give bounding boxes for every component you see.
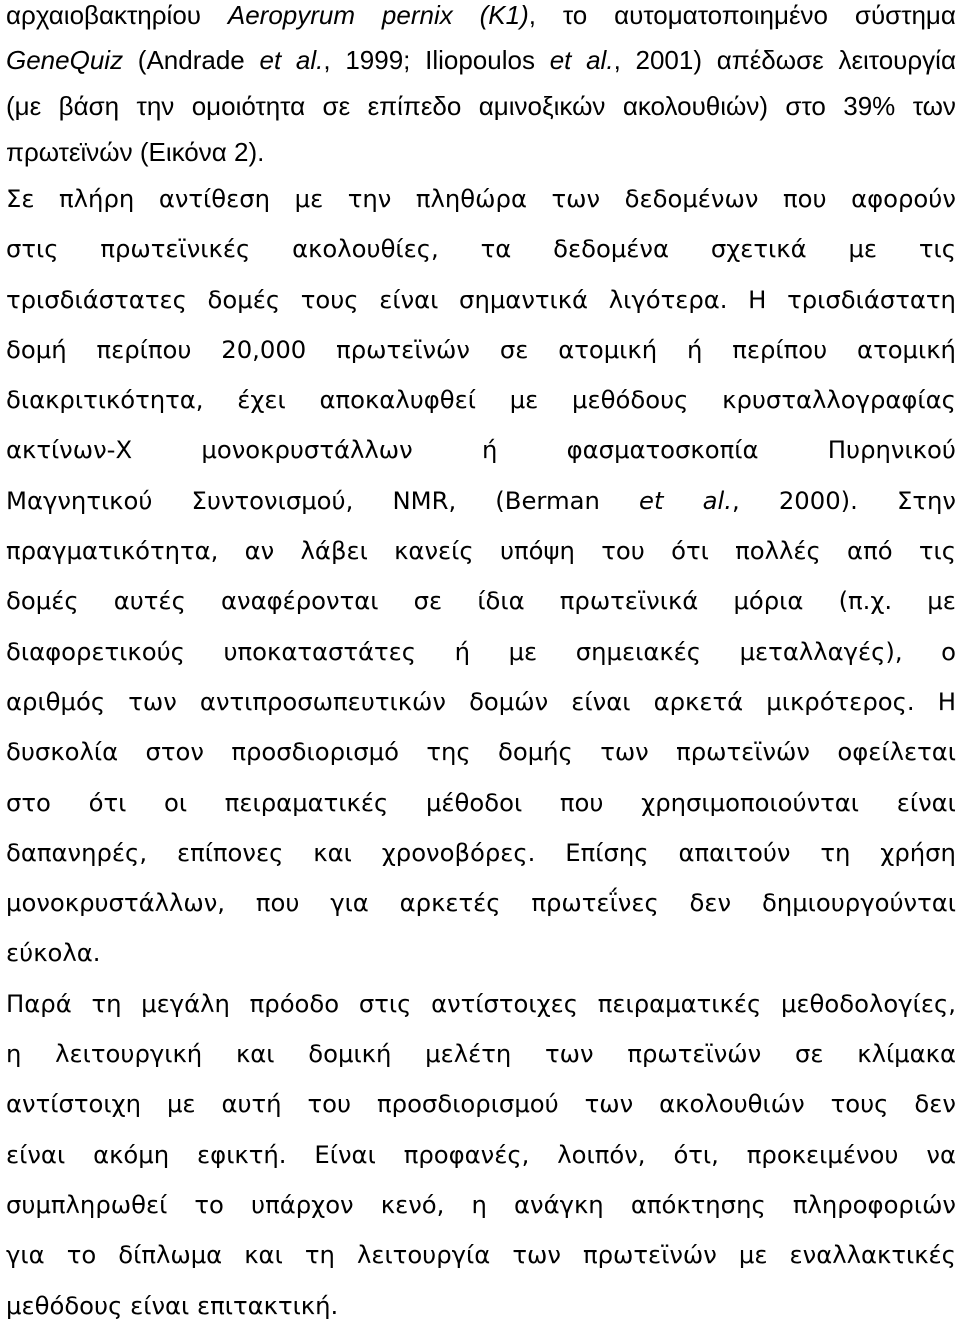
word: (με [6, 91, 42, 121]
word: πρόοδο [249, 988, 340, 1018]
word: αυτοματοποιημένο [614, 0, 829, 30]
word: δομής [497, 737, 573, 767]
word: αρχαιοβακτηρίου [6, 0, 201, 30]
text-line [6, 828, 956, 878]
word: εναλλακτικές [789, 1240, 956, 1270]
word: ακόμη [93, 1139, 170, 1169]
text-line [6, 526, 956, 576]
word: δομών [469, 686, 549, 716]
word: πρωτεϊνικές [100, 234, 251, 264]
text-line [6, 275, 956, 325]
word: αυτές [113, 586, 186, 616]
word: λιγότερα. [608, 284, 728, 314]
text-line [6, 1029, 956, 1079]
word: και [235, 1039, 275, 1069]
word: ακολουθίες, [292, 234, 439, 264]
word: Aeropyrum [227, 0, 356, 30]
word: του [601, 536, 645, 566]
word: κλίμακα [857, 1039, 956, 1069]
word: μεγάλη [141, 988, 230, 1018]
word: τις [918, 536, 956, 566]
word: και [244, 1240, 283, 1270]
text-line [6, 1281, 956, 1331]
word: Iliopoulos [425, 45, 535, 75]
word: χρησιμοποιούνται [641, 787, 860, 817]
word: προκειμένου [746, 1139, 899, 1169]
word: 2001) [635, 45, 703, 75]
word: απόκτησης [630, 1189, 766, 1219]
word: τη [304, 1240, 335, 1270]
text-line [6, 677, 956, 727]
word: 20,000 [221, 334, 307, 364]
word: ακτίνων-Χ [6, 435, 133, 465]
word: σημειακές [575, 636, 702, 666]
text-line [6, 778, 956, 828]
text-line [6, 979, 956, 1029]
word: πρωτεΐνες [531, 888, 659, 918]
word: Συντονισμού, [191, 485, 354, 515]
word: NMR, [392, 485, 457, 515]
word: πρωτεϊνών [676, 737, 810, 767]
word: τη [91, 988, 122, 1018]
word: Η [748, 284, 767, 314]
word: υπόψη [499, 536, 575, 566]
word: δομική [308, 1039, 392, 1069]
word: αντιπροσωπευτικών [199, 686, 446, 716]
word: των [912, 91, 956, 121]
word: ίδια [477, 586, 525, 616]
word: ακολουθιών [659, 1089, 805, 1119]
document-page [6, 0, 956, 1331]
text-line [6, 1180, 956, 1230]
word: λειτουργία [356, 1240, 491, 1270]
word: με [166, 1089, 196, 1119]
word: αρκετά [653, 686, 744, 716]
word: ανάγκη [514, 1189, 604, 1219]
word: των [545, 1039, 594, 1069]
word: αναφέρονται [220, 586, 379, 616]
word: σημαντικά [459, 284, 589, 314]
word: (Berman [495, 485, 600, 515]
word: συμπληρωθεί [6, 1189, 168, 1219]
word: λοιπόν, [557, 1139, 646, 1169]
word: υπάρχον [251, 1189, 354, 1219]
word: είναι [379, 284, 439, 314]
word: διακριτικότητα, [6, 385, 204, 415]
word: σχετικά [710, 234, 807, 264]
word: τις [918, 234, 956, 264]
word: αντίστοιχη [6, 1089, 141, 1119]
word: του [307, 1089, 352, 1119]
word: λάβει [300, 536, 368, 566]
text-line [6, 1079, 956, 1129]
word: το [66, 1240, 97, 1270]
word: ότι [671, 536, 709, 566]
word: μεθόδους [6, 1290, 123, 1320]
word: ότι, [673, 1139, 719, 1169]
word: είναι [896, 787, 956, 817]
word: πειραματικές [224, 787, 389, 817]
word: et [639, 485, 664, 515]
word: Μαγνητικού [6, 485, 153, 515]
word: τρισδιάστατες [6, 284, 187, 314]
text-line [6, 30, 956, 76]
word: Η [937, 686, 956, 716]
word: δαπανηρές, [6, 837, 148, 867]
word: (K1), [479, 0, 536, 30]
text-line [6, 375, 956, 425]
text-line [6, 627, 956, 677]
word: αφορούν [851, 184, 956, 213]
word: κρυσταλλογραφίας [722, 385, 956, 415]
word: πολλές [735, 536, 821, 566]
word: ατομική [857, 334, 956, 364]
word: μεθοδολογίες, [780, 988, 956, 1018]
word: πειραματικές [597, 988, 762, 1018]
word: σε [322, 91, 351, 121]
word: την [347, 184, 392, 213]
word: Στην [897, 485, 956, 515]
word: μελέτη [425, 1039, 512, 1069]
word: ο [941, 636, 956, 666]
word: αντίστοιχες [431, 988, 579, 1018]
word: al., [295, 45, 331, 75]
word: λειτουργία [838, 45, 956, 75]
word: Είναι [314, 1139, 376, 1169]
word: των [512, 1240, 561, 1270]
word: στο [785, 91, 826, 121]
text-line [6, 76, 956, 122]
text-line [6, 325, 956, 375]
word: επίπονες [176, 837, 284, 867]
word: είναι [130, 1290, 190, 1320]
word: σε [413, 586, 443, 616]
word: δυσκολία [6, 737, 119, 767]
paragraph-1 [6, 0, 956, 168]
word: των [600, 737, 649, 767]
word: (π.χ. [838, 586, 893, 616]
word: κενό, [380, 1189, 445, 1219]
text-line [6, 0, 956, 30]
word: η [6, 1039, 22, 1069]
word: πρωτεϊνών [582, 1240, 717, 1270]
text-line [6, 1130, 956, 1180]
word: βάση [58, 91, 120, 121]
word: et [259, 45, 282, 75]
word: αριθμός [6, 686, 106, 716]
word: πλήρη [59, 184, 135, 213]
word: χρήση [880, 837, 956, 867]
word: οι [164, 787, 188, 817]
word: το [562, 0, 588, 30]
word: την [136, 91, 175, 121]
word: περίπου [96, 334, 192, 364]
text-line [6, 576, 956, 626]
word: μέθοδοι [425, 787, 523, 817]
word: δεν [689, 888, 732, 918]
text-line [6, 1230, 956, 1280]
word: των [128, 686, 177, 716]
word: απέδωσε [716, 45, 824, 75]
word: (Andrade [137, 45, 245, 75]
word: να [926, 1139, 956, 1169]
word: μεθόδους [572, 385, 689, 415]
text-line [6, 224, 956, 274]
word: χρονοβόρες. [381, 837, 536, 867]
word: κανείς [394, 536, 474, 566]
word: που [255, 888, 300, 918]
word: της [426, 737, 471, 767]
word: φασματοσκοπία [566, 435, 759, 465]
word: ότι [88, 787, 127, 817]
word: σύστημα [854, 0, 956, 30]
text-line [6, 174, 956, 224]
word: προφανές, [403, 1139, 530, 1169]
word: GeneQuiz [6, 45, 124, 75]
word: με [738, 1240, 768, 1270]
word: δεν [914, 1089, 956, 1119]
word: 2000). [778, 485, 858, 515]
word: Πυρηνικού [827, 435, 956, 465]
word: για [6, 1240, 45, 1270]
word: τους [300, 284, 359, 314]
word: 39% [843, 91, 896, 121]
word: προσδιορισμού [377, 1089, 559, 1119]
word: τους [830, 1089, 889, 1119]
word: Παρά [6, 988, 72, 1018]
word: εύκολα. [6, 938, 101, 968]
word: πληροφοριών [792, 1189, 956, 1219]
word: αμινοξικών [478, 91, 606, 121]
word: και [313, 837, 352, 867]
word: δομή [6, 334, 67, 364]
word: στις [358, 988, 412, 1018]
word: εφικτή. [197, 1139, 287, 1169]
word: δεδομένα [553, 234, 670, 264]
word: δεδομένων [624, 184, 759, 213]
word: μεταλλαγές), [739, 636, 903, 666]
word: προσδιορισμό [231, 737, 399, 767]
text-line [6, 727, 956, 777]
word: Σε [6, 184, 35, 213]
word: δομές [207, 284, 281, 314]
word: τη [820, 837, 851, 867]
word: πρωτεϊνών [336, 334, 470, 364]
word: πρωτεϊνών [6, 137, 133, 167]
word: δομές [6, 586, 79, 616]
word: σε [499, 334, 529, 364]
word: δημιουργούνται [761, 888, 956, 918]
text-line [6, 928, 956, 978]
word: al., [702, 485, 740, 515]
word: έχει [237, 385, 286, 415]
word: με [848, 234, 878, 264]
word: είναι [6, 1139, 66, 1169]
word: ατομική [558, 334, 658, 364]
word: επίπεδο [367, 91, 462, 121]
paragraph-3 [6, 979, 956, 1331]
word: αποκαλυφθεί [319, 385, 476, 415]
word: ή [481, 435, 498, 465]
text-line [6, 425, 956, 475]
word: από [847, 536, 893, 566]
text-line [6, 122, 956, 168]
word: λειτουργική [55, 1039, 203, 1069]
word: ομοιότητα [191, 91, 306, 121]
word: αντίθεση [158, 184, 271, 213]
word: αρκετές [399, 888, 501, 918]
word: 1999; [345, 45, 411, 75]
word: al., [586, 45, 621, 75]
word: με [294, 184, 324, 213]
text-line [6, 476, 956, 526]
word: στις [6, 234, 59, 264]
word: μονοκρυστάλλων [201, 435, 413, 465]
word: με [508, 636, 538, 666]
word: et [549, 45, 572, 75]
word: για [330, 888, 369, 918]
word: ή [454, 636, 471, 666]
word: οφείλεται [837, 737, 956, 767]
word: σε [794, 1039, 824, 1069]
word: που [782, 184, 827, 213]
word: ή [686, 334, 703, 364]
word: τα [480, 234, 512, 264]
word: το [194, 1189, 224, 1219]
word: υποκαταστάτες [223, 636, 417, 666]
word: ακολουθιών) [622, 91, 768, 121]
word: με [509, 385, 539, 415]
word: δίπλωμα [118, 1240, 223, 1270]
word: πραγματικότητα, [6, 536, 219, 566]
word: μόρια [733, 586, 804, 616]
word: στο [6, 787, 51, 817]
word: pernix [381, 0, 453, 30]
word: 2). [234, 137, 265, 167]
text-line [6, 878, 956, 928]
word: των [584, 1089, 634, 1119]
word: που [559, 787, 604, 817]
word: των [551, 184, 601, 213]
word: στον [145, 737, 204, 767]
word: με [927, 586, 956, 616]
word: περίπου [732, 334, 828, 364]
word: διαφορετικούς [6, 636, 185, 666]
word: μικρότερος. [766, 686, 915, 716]
word: πρωτεϊνικά [559, 586, 699, 616]
word: είναι [571, 686, 631, 716]
word: πληθώρα [415, 184, 527, 213]
word: τρισδιάστατη [787, 284, 956, 314]
word: (Εικόνα [139, 137, 227, 167]
paragraph-2 [6, 174, 956, 979]
word: πρωτεϊνών [627, 1039, 762, 1069]
word: αυτή [221, 1089, 282, 1119]
word: αν [244, 536, 275, 566]
word: η [471, 1189, 487, 1219]
word: απαιτούν [678, 837, 791, 867]
word: μονοκρυστάλλων, [6, 888, 226, 918]
word: Επίσης [565, 837, 649, 867]
word: επιτακτική. [197, 1290, 339, 1320]
